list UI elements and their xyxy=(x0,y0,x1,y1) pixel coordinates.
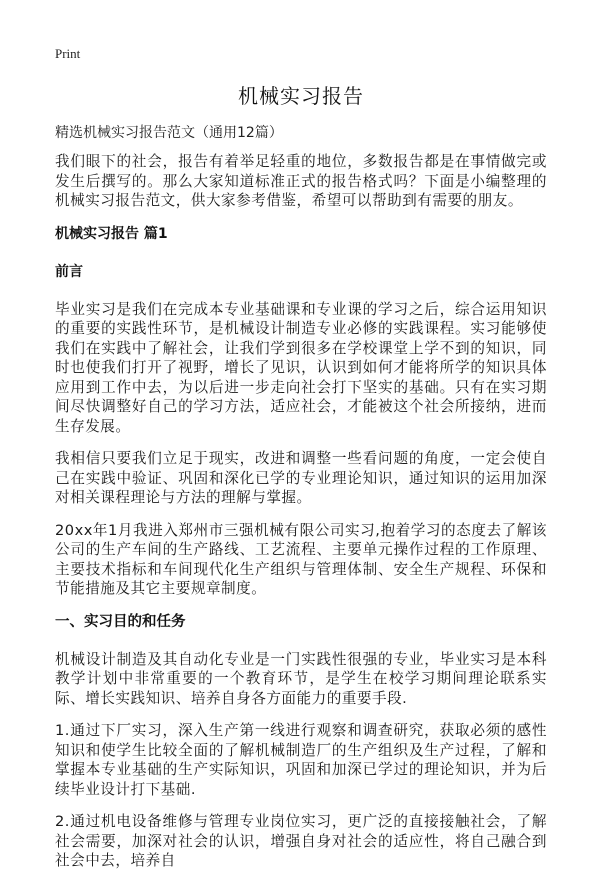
print-label[interactable]: Print xyxy=(55,46,81,61)
body-paragraph: 我相信只要我们立足于现实，改进和调整一些看问题的角度，一定会使自己在实践中验证、巩固和深化已学的专业理论知识，通过知识的运用加深对相关课程理论与方法的理解与掌握。 xyxy=(55,450,547,506)
body-paragraph: 20xx年1月我进入郑州市三强机械有限公司实习,抱着学习的态度去了解该公司的生产车间的生产路线、工艺流程、主要单元操作过程的工作原理、主要技术指标和车间现代化生产组织与管理体制、安全生产规程、环保和节能措施及其它主要规章制度。 xyxy=(55,521,547,597)
preface-heading: 前言 xyxy=(55,263,83,280)
body-paragraph: 机械设计制造及其自动化专业是一门实践性很强的专业，毕业实习是本科教学计划中非常重要的一个教育环节，是学生在校学习期间理论联系实际、增长实践知识、培养自身各方面能力的重要手段. xyxy=(55,650,547,707)
body-paragraph: 1.通过下厂实习，深入生产第一线进行观察和调查研究，获取必须的感性知识和使学生比较全面的了解机械制造厂的生产组织及生产过程，了解和掌握本专业基础的生产实际知识，巩固和加深已学过的理论知识，并为后续毕业设计打下基础. xyxy=(55,722,547,798)
section-heading-goals: 一、实习目的和任务 xyxy=(55,613,186,630)
intro-paragraph: 我们眼下的社会，报告有着举足轻重的地位，多数报告都是在事情做完或发生后撰写的。那么大家知道标准正式的报告格式吗？下面是小编整理的机械实习报告范文，供大家参考借鉴，希望可以帮助到有需要的朋友。 xyxy=(55,153,547,209)
body-paragraph: 毕业实习是我们在完成本专业基础课和专业课的学习之后，综合运用知识的重要的实践性环节，是机械设计制造专业必修的实践课程。实习能够使我们在实践中了解社会，让我们学到很多在学校课堂上学不到的知识，同时也使我们打开了视野，增长了见识，认识到如何才能将所学的知识具体应用到工作中去，为以后进一步走向社会打下坚实的基础。只有在实习期间尽快调整好自己的学习方法，适应社会，才能被这个社会所接纳，进而生存发展。 xyxy=(55,300,547,435)
document-body xyxy=(55,152,547,884)
document-subtitle: 精选机械实习报告范文（通用12篇） xyxy=(55,125,283,141)
article-heading: 机械实习报告 篇1 xyxy=(55,225,168,242)
page-title: 机械实习报告 xyxy=(238,84,364,108)
body-paragraph: 2.通过机电设备维修与管理专业岗位实习，更广泛的直接接触社会，了解社会需要，加深对社会的认识，增强自身对社会的适应性，将自己融合到社会中去，培养自 xyxy=(55,813,547,869)
